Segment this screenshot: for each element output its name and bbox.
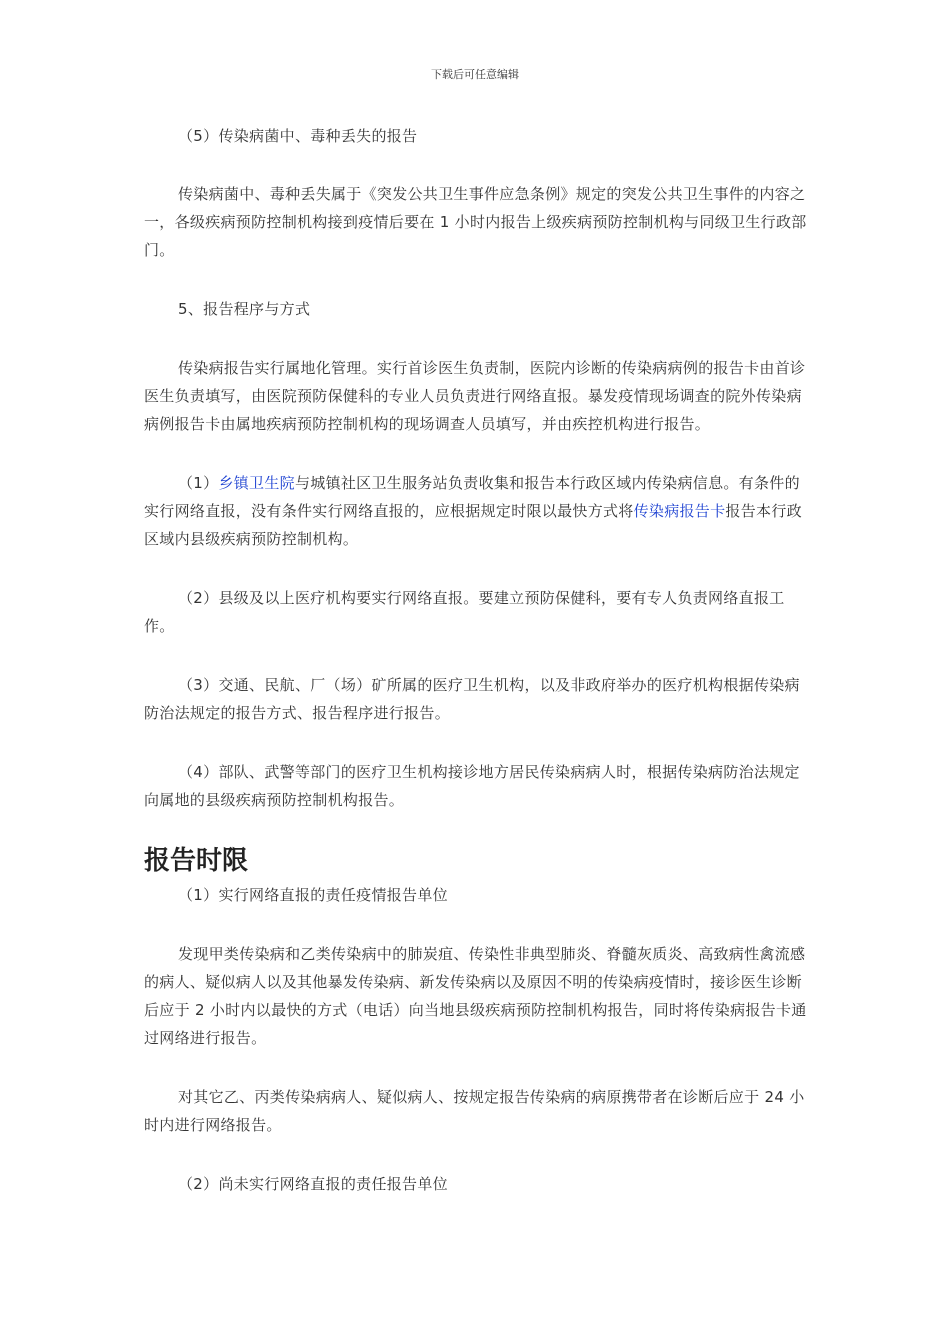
paragraph-procedure-item-3: （3）交通、民航、厂（场）矿所属的医疗卫生机构，以及非政府举办的医疗机构根据传染病防治法规定的报告方式、报告程序进行报告。 <box>144 676 800 722</box>
paragraph-time-limit-24h: 对其它乙、丙类传染病病人、疑似病人、按规定报告传染病的病原携带者在诊断后应于 24 小时内进行网络报告。 <box>144 1088 805 1134</box>
item-1-suffix: 报告本行政区域内县级疾病预防控制机构。 <box>144 502 802 548</box>
heading-report-time-limit: 报告时限 <box>144 846 249 876</box>
item-1-prefix: （1） <box>178 474 219 492</box>
paragraph-procedure-intro: 传染病报告实行属地化管理。实行首诊医生负责制，医院内诊断的传染病病例的报告卡由首诊医生负责填写，由医院预防保健科的专业人员负责进行网络直报。暴发疫情现场调查的院外传染病病例报告卡由属地疾病预防控制机构的现场调查人员填写，并由疾控机构进行报告。 <box>144 359 806 433</box>
page-header-note: 下载后可任意编辑 <box>431 68 519 81</box>
document-body <box>144 122 807 1198</box>
link-report-card[interactable]: 传染病报告卡 <box>633 502 726 520</box>
link-township-hospital[interactable]: 乡镇卫生院 <box>218 474 295 492</box>
subsection-title-online-units: （1）实行网络直报的责任疫情报告单位 <box>178 886 448 904</box>
section-title-loss-report: （5）传染病菌中、毒种丢失的报告 <box>178 127 418 145</box>
subsection-title-offline-units: （2）尚未实行网络直报的责任报告单位 <box>178 1175 448 1193</box>
paragraph-loss-report: 传染病菌中、毒种丢失属于《突发公共卫生事件应急条例》规定的突发公共卫生事件的内容之一，各级疾病预防控制机构接到疫情后要在 1 小时内报告上级疾病预防控制机构与同级卫生行政部门。 <box>144 185 807 259</box>
paragraph-procedure-item-4: （4）部队、武警等部门的医疗卫生机构接诊地方居民传染病病人时，根据传染病防治法规定向属地的县级疾病预防控制机构报告。 <box>144 763 800 809</box>
paragraph-procedure-item-2: （2）县级及以上医疗机构要实行网络直报。要建立预防保健科，要有专人负责网络直报工作。 <box>144 589 785 635</box>
item-1-middle: 与城镇社区卫生服务站负责收集和报告本行政区域内传染病信息。有条件的实行网络直报，没有条件实行网络直报的，应根据规定时限以最快方式将 <box>144 474 800 520</box>
paragraph-time-limit-urgent: 发现甲类传染病和乙类传染病中的肺炭疽、传染性非典型肺炎、脊髓灰质炎、高致病性禽流感的病人、疑似病人以及其他暴发传染病、新发传染病以及原因不明的传染病疫情时，接诊医生诊断后应于 2 小时内以最快的方式（电话）向当地县级疾病预防控制机构报告，同时将传染病报告卡通过网络进行报告。 <box>144 945 807 1047</box>
paragraph-procedure-item-1 <box>144 469 807 553</box>
section-title-procedure: 5、报告程序与方式 <box>178 300 311 318</box>
